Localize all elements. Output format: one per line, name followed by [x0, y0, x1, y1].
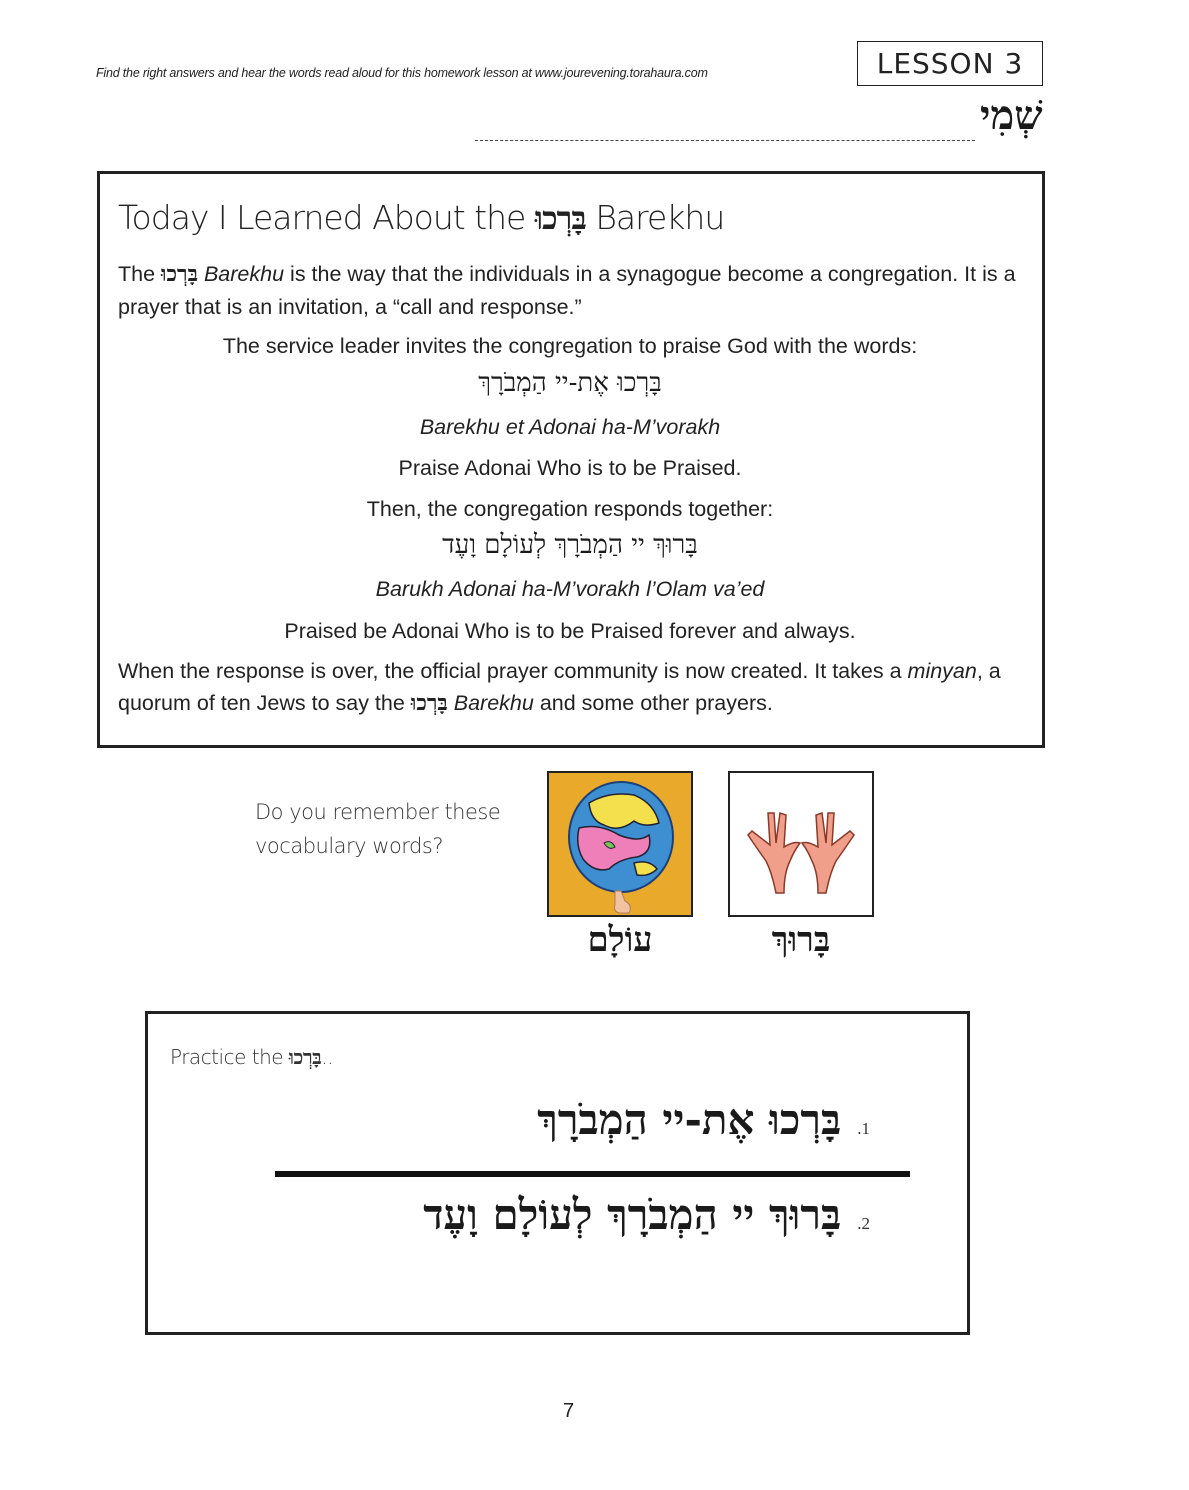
- practice-label-text: Practice the: [170, 1045, 284, 1069]
- practice-number-1: .1: [857, 1119, 870, 1138]
- hands-image: [728, 771, 874, 917]
- closing-line1: When the response is over, the official prayer community is now created. It takes a: [118, 659, 902, 683]
- closing-minyan: minyan: [907, 659, 977, 683]
- practice-label-hebrew: בָּרְכוּ: [288, 1045, 322, 1069]
- response-english: Praised be Adonai Who is to be Praised forever and always.: [284, 619, 856, 643]
- practice-number-2: .2: [857, 1214, 870, 1233]
- intro-after: is the way that the individuals in a synagogue become a congregation. It is a prayer that is an invitation, a “call and response.”: [118, 262, 1016, 319]
- intro-paragraph: [118, 258, 1018, 323]
- title-prefix: Today I Learned About the: [118, 198, 526, 237]
- title-suffix: Barekhu: [595, 198, 725, 237]
- practice-hebrew-2: בָּרוּךְ יי הַמְבֹרָךְ לְעוֹלָם וָעֶד: [423, 1190, 842, 1239]
- call-translit: Barekhu et Adonai ha-M’vorakh: [419, 415, 721, 439]
- practice-label-end: ..: [321, 1045, 333, 1069]
- response-line: Then, the congregation responds together:: [366, 497, 774, 521]
- leader-line: The service leader invites the congregation to praise God with the words:: [222, 334, 918, 358]
- intro-italic: Barekhu: [203, 262, 285, 286]
- website-note: Find the right answers and hear the words read aloud for this homework lesson at www.jourevening.torahaura.com: [96, 66, 708, 80]
- blessing-hands-icon: [730, 773, 872, 915]
- globe-icon: [549, 773, 691, 915]
- intro-before: The: [118, 262, 156, 286]
- vocab-question: [255, 795, 500, 863]
- intro-hebrew: בָּרְכוּ: [161, 262, 198, 287]
- writing-rule: [275, 1171, 910, 1177]
- globe-image: [547, 771, 693, 917]
- page-number: 7: [563, 1400, 575, 1422]
- vocab-word-barukh: בָּרוּךְ: [771, 920, 831, 960]
- vocab-word-olam: עוֹלָם: [587, 920, 653, 960]
- closing-mid: , a quorum of ten Jews to say the: [118, 659, 1001, 715]
- response-hebrew: בָּרוּךְ יי הַמְבֹרָךְ לְעוֹלָם וָעֶד: [442, 530, 698, 560]
- call-english: Praise Adonai Who is to be Praised.: [398, 456, 742, 480]
- closing-hebrew: בָּרְכוּ: [410, 691, 448, 716]
- vocab-question-line1: Do you remember these: [255, 800, 501, 824]
- lesson-label: LESSON 3: [857, 41, 1043, 86]
- learned-title: [118, 198, 724, 237]
- closing-end: and some other prayers.: [539, 691, 773, 715]
- call-hebrew: בָּרְכוּ אֶת-יי הַמְבֹרָךְ: [478, 368, 662, 398]
- closing-italic: Barekhu: [453, 691, 534, 715]
- practice-label: [170, 1045, 333, 1070]
- response-translit: Barukh Adonai ha-M’vorakh l’Olam va’ed: [375, 577, 765, 601]
- name-label: שְׁמִי: [980, 92, 1043, 139]
- closing-paragraph: [118, 655, 1033, 720]
- practice-hebrew-1: בָּרְכוּ אֶת-יי הַמְבֹרָךְ: [537, 1095, 842, 1144]
- practice-line-2: [330, 1190, 870, 1240]
- name-input-line[interactable]: [475, 112, 975, 141]
- title-hebrew: בָּרְכוּ: [534, 199, 586, 237]
- vocab-question-line2: vocabulary words?: [255, 834, 443, 858]
- practice-line-1: [490, 1095, 870, 1145]
